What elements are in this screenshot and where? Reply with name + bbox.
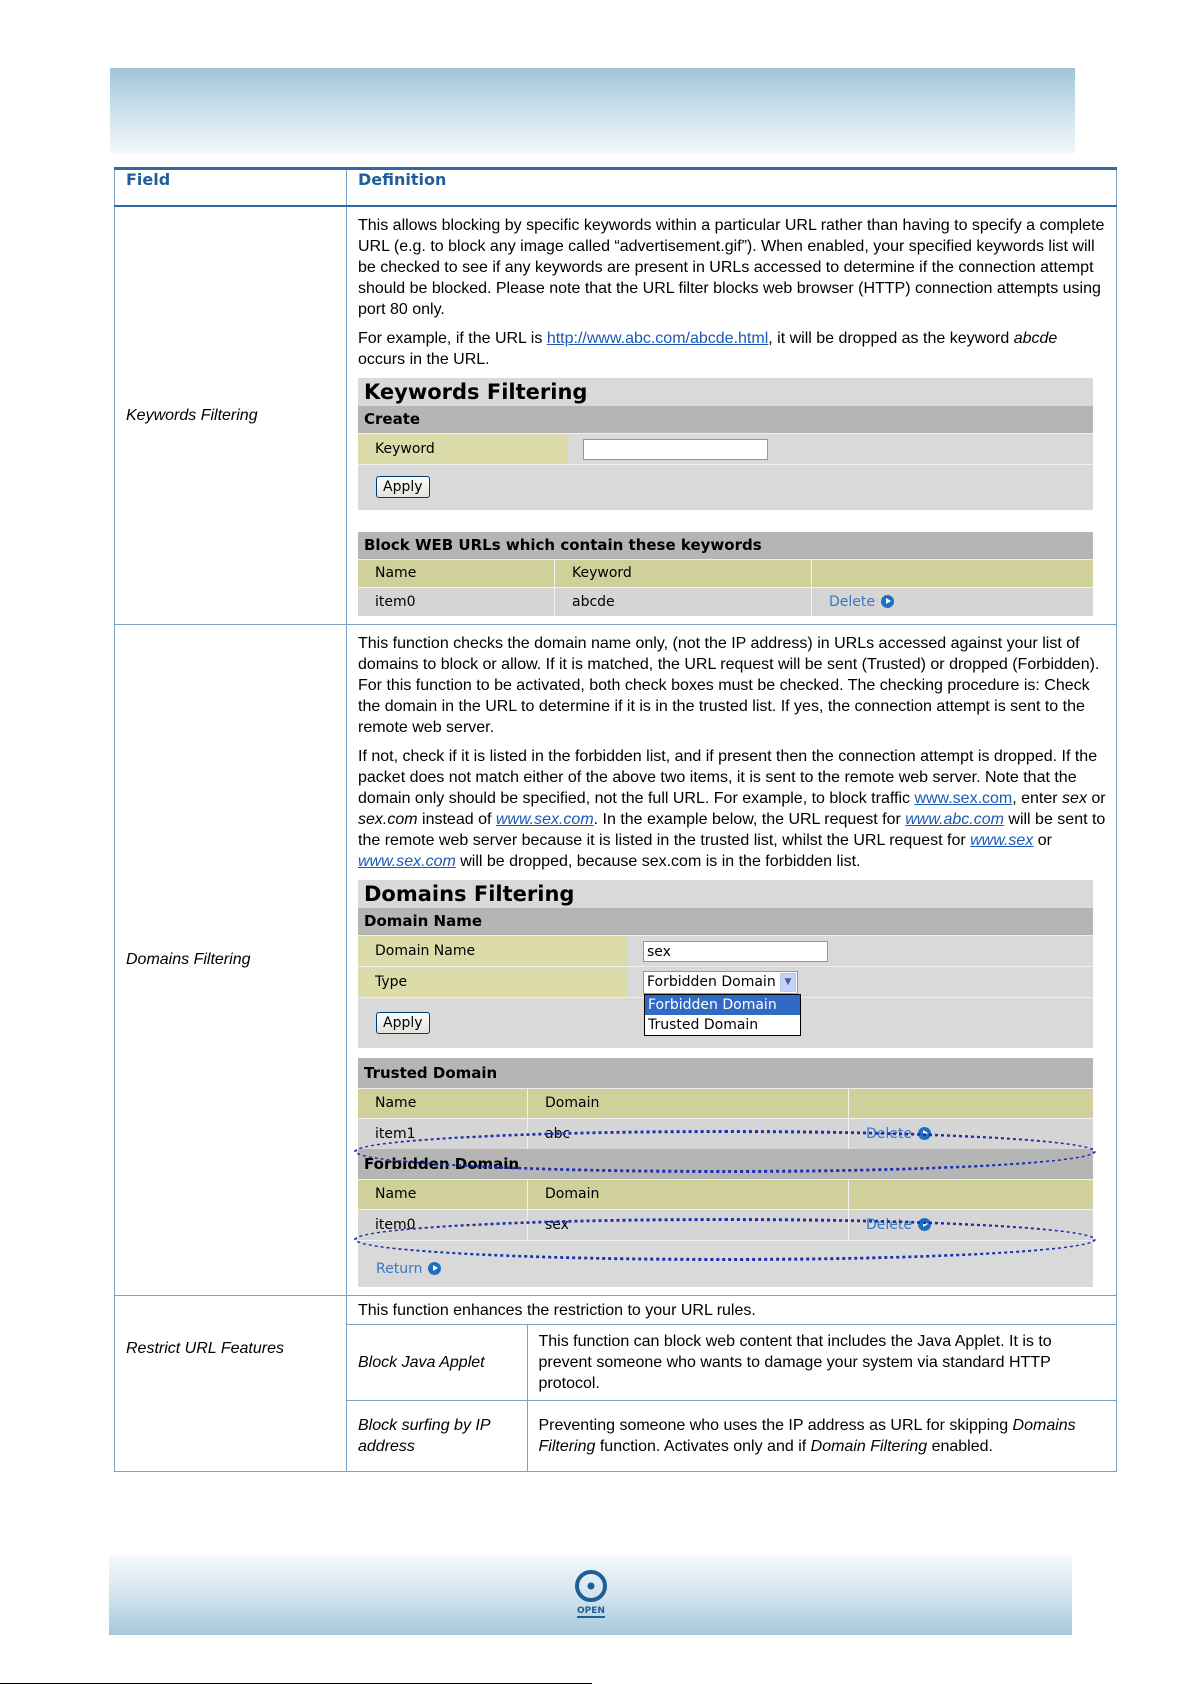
keywords-filtering-panel: [358, 378, 1093, 616]
forbidden-domain-title: Forbidden Domain: [358, 1149, 1093, 1179]
domains-example-paragraph: If not, check if it is listed in the forbidden list, and if present then the connection attempt is dropped. If the packet does not match either of the above two items, it is sent to the remote web server. Note that the domain only should be specified, not the full URL. For example, to block traffic www.sex.com, enter sex or sex.com instead of www.sex.com. In the example below, the URL request for www.abc.com will be sent to the remote web server because it is listed in the trusted list, whilst the URL request for www.sex or www.sex.com will be dropped, because sex.com is in the forbidden list.: [358, 748, 1106, 870]
delete-link[interactable]: Delete: [849, 1119, 1093, 1149]
domain-column-header: Domain: [528, 1089, 849, 1118]
arrow-right-icon: [918, 1127, 931, 1140]
table-row: [347, 1325, 1116, 1401]
arrow-right-icon: [881, 595, 894, 608]
forbidden-row-domain: sex: [528, 1210, 849, 1240]
chevron-down-icon[interactable]: ▼: [780, 973, 796, 992]
forbidden-row-name: item0: [358, 1210, 528, 1240]
link-sex[interactable]: www.sex.com: [914, 790, 1013, 807]
keywords-paragraph: This allows blocking by specific keywords within a particular URL rather than having to specify a complete URL (e.g. to block any image called “advertisement.gif”). When enabled, your specified keywords list will be checked to see if any keywords are present in URLs accessed to determine if the connection attempt should be blocked. Please note that the URL filter blocks web browser (HTTP) connection attempts using port 80 only.: [358, 217, 1105, 318]
type-select[interactable]: Forbidden Domain ▼ Forbidden Domain Trusted Domain: [643, 971, 798, 994]
domain-name-input[interactable]: sex: [643, 941, 828, 962]
block-ip-definition: Preventing someone who uses the IP address as URL for skipping Domains Filtering function. Activates only and if Domain Filtering enabled.: [527, 1401, 1116, 1471]
domain-name-label: Domain Name: [358, 936, 628, 966]
table-row: [115, 206, 1117, 625]
block-ip-field: Block surfing by IP address: [347, 1401, 527, 1471]
delete-link[interactable]: Delete: [812, 588, 1093, 616]
field-domains-filtering: Domains Filtering: [115, 625, 347, 1296]
keyword-row-value: abcde: [555, 588, 812, 616]
field-restrict-url-features: Restrict URL Features: [115, 1296, 347, 1472]
table-row: [347, 1401, 1116, 1471]
restrict-intro: This function enhances the restriction to your URL rules.: [347, 1296, 1116, 1325]
arrow-right-icon: [428, 1262, 441, 1275]
domains-paragraph: This function checks the domain name only, (not the IP address) in URLs accessed against your list of domains to block or allow. If it is matched, the URL request will be sent (Trusted) or dropped (Forbidden). For this function to be activated, both check boxes must be checked. The checking procedure is: Check the domain in the URL to determine if it is in the trusted list. If yes, the connection attempt is sent to the remote web server.: [358, 635, 1100, 736]
option-trusted-domain[interactable]: Trusted Domain: [648, 1016, 759, 1033]
return-link[interactable]: Return: [358, 1240, 1093, 1287]
block-java-applet-field: Block Java Applet: [347, 1325, 527, 1401]
create-section-title: Create: [358, 406, 1093, 433]
definition-column-header: Definition: [347, 169, 1117, 207]
arrow-right-icon: [918, 1218, 931, 1231]
link-abc[interactable]: www.abc.com: [905, 811, 1004, 828]
trusted-row-name: item1: [358, 1119, 528, 1149]
table-row: [115, 1296, 1117, 1472]
definition-table: [114, 167, 1117, 1472]
link-sex-2[interactable]: www.sex.com: [495, 811, 594, 828]
field-column-header: Field: [115, 169, 347, 207]
domain-column-header: Domain: [528, 1180, 849, 1209]
header-band: [110, 68, 1075, 154]
domains-filtering-panel: [358, 880, 1093, 1287]
delete-link[interactable]: Delete: [849, 1210, 1093, 1240]
link-sex-3[interactable]: www.sex: [970, 832, 1034, 849]
keyword-input[interactable]: [583, 439, 768, 460]
open-logo: [572, 1567, 614, 1621]
logo-text: OPEN: [577, 1606, 605, 1616]
type-dropdown-list: [644, 994, 801, 1036]
name-column-header: Name: [358, 1089, 528, 1118]
apply-button[interactable]: Apply: [376, 476, 430, 498]
apply-button[interactable]: Apply: [376, 1012, 430, 1034]
restrict-subtable: [347, 1325, 1116, 1471]
definition-cell: [347, 1296, 1117, 1472]
keyword-list-title: Block WEB URLs which contain these keywords: [358, 532, 1093, 559]
keyword-column-header: Keyword: [555, 560, 812, 587]
trusted-row-domain: abc: [528, 1119, 849, 1149]
table-row: [358, 1209, 1093, 1240]
field-keywords-filtering: Keywords Filtering: [115, 206, 347, 625]
option-forbidden-domain[interactable]: Forbidden Domain: [645, 995, 800, 1015]
table-row: [358, 1118, 1093, 1149]
name-column-header: Name: [358, 1180, 528, 1209]
example-link[interactable]: http://www.abc.com/abcde.html: [546, 330, 769, 347]
trusted-domain-title: Trusted Domain: [358, 1058, 1093, 1088]
keywords-example-paragraph: For example, if the URL is http://www.abc.com/abcde.html, it will be dropped as the keyword abcde occurs in the URL.: [358, 330, 1058, 368]
definition-cell: [347, 625, 1117, 1296]
link-sex-4[interactable]: www.sex.com: [358, 853, 456, 870]
keyword-label: Keyword: [358, 434, 568, 464]
table-row: [358, 587, 1093, 616]
panel-title: Keywords Filtering: [358, 378, 1093, 406]
block-java-applet-definition: This function can block web content that includes the Java Applet. It is to prevent someone who wants to damage your system via standard HTTP protocol.: [527, 1325, 1116, 1401]
definition-cell: [347, 206, 1117, 625]
bottom-rule: [0, 1683, 592, 1684]
panel-title: Domains Filtering: [358, 880, 1093, 908]
table-row: [115, 625, 1117, 1296]
table-header-row: [115, 169, 1117, 207]
domain-name-section-title: Domain Name: [358, 908, 1093, 935]
type-label: Type: [358, 967, 628, 997]
name-column-header: Name: [358, 560, 555, 587]
keyword-row-name: item0: [358, 588, 555, 616]
